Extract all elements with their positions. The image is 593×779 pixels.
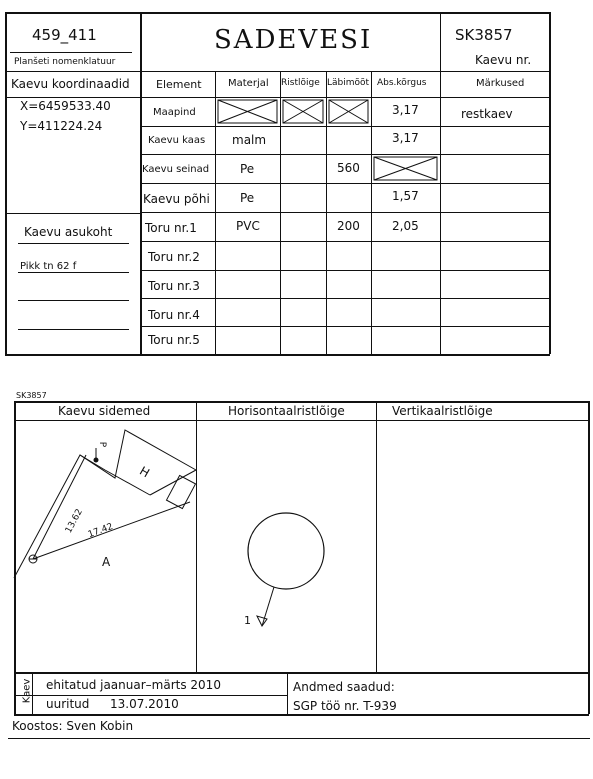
- row-abs: 1,57: [392, 189, 419, 203]
- footer-left: [14, 672, 16, 714]
- well-id: SK3857: [455, 26, 513, 44]
- footer-row-line: [14, 695, 287, 696]
- header-abs-height: Abs.kõrgus: [377, 78, 427, 88]
- sketch-frame-right: [588, 401, 590, 672]
- surveyed-date: 13.07.2010: [110, 697, 179, 711]
- data-source-label: Andmed saadud:: [293, 680, 395, 694]
- nomenclature-label: Planšeti nomenklatuur: [14, 57, 116, 67]
- footer-side-label: Kaev: [21, 678, 33, 704]
- row-abs: 3,17: [392, 131, 419, 145]
- row-material: Pe: [240, 162, 255, 176]
- row-material: malm: [232, 133, 267, 147]
- building-h-label: H: [137, 463, 152, 481]
- footer-right: [588, 672, 590, 714]
- row-element: Kaevu põhi: [143, 192, 210, 206]
- row-material: Pe: [240, 191, 255, 205]
- row-element: Toru nr.3: [148, 279, 200, 293]
- row-diameter: 200: [337, 219, 360, 233]
- surveyed-label: uuritud: [46, 697, 90, 711]
- header-material: Materjal: [228, 78, 269, 89]
- coords-label: Kaevu koordinaadid: [11, 77, 130, 91]
- row-material: PVC: [236, 219, 260, 233]
- header-element: Element: [156, 78, 202, 91]
- panel-ties-title: Kaevu sidemed: [58, 404, 151, 418]
- pipe-number-label: 1: [244, 614, 251, 627]
- coord-y: Y=411224.24: [20, 119, 103, 133]
- sketch-divider-2: [376, 401, 377, 672]
- sketch-frame-bottom: [14, 672, 589, 674]
- row-element: Toru nr.5: [148, 333, 200, 347]
- row-diameter: 560: [337, 161, 360, 175]
- dim-label-1: 13.62: [63, 507, 85, 535]
- row-element: Toru nr.4: [148, 308, 200, 322]
- crossed-cells: [0, 0, 593, 360]
- sheet-title: SADEVESI: [214, 25, 373, 55]
- built-text: ehitatud jaanuar–märts 2010: [46, 678, 221, 692]
- panel-horizontal-title: Horisontaalristlõige: [228, 404, 345, 418]
- well-circle: [248, 513, 324, 589]
- pipe-line: [262, 587, 274, 626]
- footer-mid-divider: [287, 672, 288, 714]
- row-abs: 3,17: [392, 103, 419, 117]
- row-element: Toru nr.1: [145, 221, 197, 235]
- footer-author-line: [8, 738, 590, 739]
- header-diameter: Läbimõõt: [327, 78, 370, 88]
- row-element: Kaevu seinad: [142, 164, 210, 175]
- location-label: Kaevu asukoht: [24, 225, 113, 239]
- dim-label-2: 17.42: [86, 521, 115, 541]
- nomenclature-value: 459_411: [32, 26, 97, 44]
- data-source-value: SGP töö nr. T-939: [293, 699, 397, 713]
- author-text: Koostos: Sven Kobin: [12, 719, 134, 733]
- row-element: Kaevu kaas: [148, 135, 206, 146]
- pole-icon: [94, 458, 99, 463]
- row-element: Toru nr.2: [148, 250, 200, 264]
- point-a-label: A: [102, 555, 111, 569]
- pole-p-label: P: [97, 441, 108, 448]
- header-notes: Märkused: [476, 78, 525, 89]
- dim-line-1: [33, 455, 86, 559]
- panel-vertical-title: Vertikaalristlõige: [392, 404, 493, 418]
- sketch-well-id: SK3857: [16, 391, 47, 400]
- footer-bottom-line: [14, 714, 589, 716]
- horizontal-section: [196, 400, 376, 660]
- header-cross-section: Ristlõige: [281, 78, 320, 88]
- row-notes: restkaev: [461, 107, 513, 121]
- location-address: Pikk tn 62 f: [20, 261, 77, 272]
- coord-x: X=6459533.40: [20, 99, 111, 113]
- row-abs: 2,05: [392, 219, 419, 233]
- well-label: Kaevu nr.: [475, 53, 532, 67]
- row-element: Maapind: [153, 107, 196, 118]
